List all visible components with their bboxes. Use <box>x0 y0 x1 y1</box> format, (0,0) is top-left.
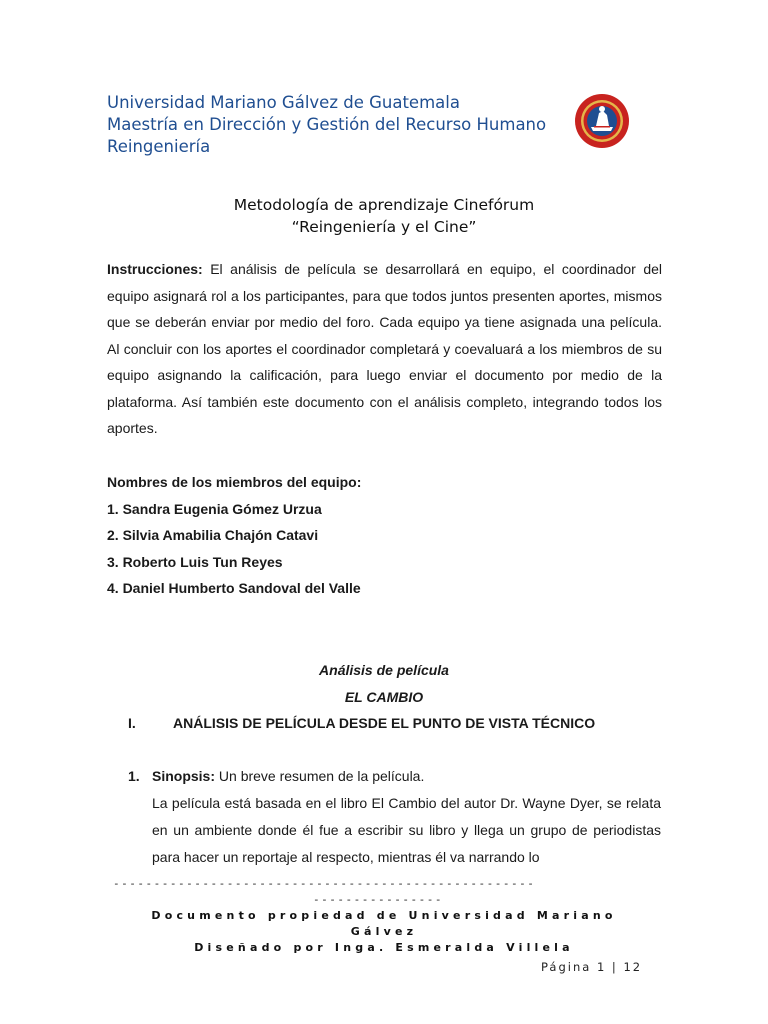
item-label: Sinopsis: <box>152 768 216 784</box>
footer-divider: ---------------------------------------------------- <box>113 877 536 890</box>
instructions-label: Instrucciones: <box>107 261 203 277</box>
program-name: Maestría en Dirección y Gestión del Recurso Humano <box>107 115 547 134</box>
member-item: 1. Sandra Eugenia Gómez Urzua <box>107 500 322 517</box>
instructions-text: El análisis de película se desarrollará en equipo, el coordinador del equipo asignará rol a los participantes, para que todos juntos presenten aportes, mismos que se deberán enviar por medio del foro. Cada equipo ya tiene asignada una película. Al concluir con los aportes el coordinador completará y coevaluará a los miembros de su equipo asignando la calificación, para luego enviar el documento por medio de la plataforma. Así también este documento con el análisis completo, integrando todos los aportes. <box>107 261 662 436</box>
item-desc: Un breve resumen de la película. <box>215 768 425 784</box>
footer-line-2: Gálvez <box>350 925 418 938</box>
university-name: Universidad Mariano Gálvez de Guatemala <box>107 93 460 112</box>
document-title <box>0 194 768 238</box>
members-heading: Nombres de los miembros del equipo: <box>107 474 362 490</box>
analysis-heading <box>0 657 768 710</box>
section-number: I. <box>128 715 136 731</box>
member-item: 3. Roberto Luis Tun Reyes <box>107 553 283 570</box>
title-line-1: Metodología de aprendizaje Cinefórum <box>233 196 535 214</box>
sinopsis-body: La película está basada en el libro El Cambio del autor Dr. Wayne Dyer, se relata en un ambiente donde él fue a escribir su libro y llega un grupo de periodistas para hacer un reportaje al respecto, mientras él va narrando lo <box>152 795 661 865</box>
course-name: Reingeniería <box>107 137 211 156</box>
document-header <box>107 92 546 158</box>
footer-line-3: Diseñado por Inga. Esmeralda Villela <box>194 941 574 954</box>
page-footer <box>0 908 768 956</box>
university-seal-icon <box>574 93 630 149</box>
instructions-paragraph <box>107 256 662 442</box>
sinopsis-item <box>128 763 661 871</box>
section-title: ANÁLISIS DE PELÍCULA DESDE EL PUNTO DE VISTA TÉCNICO <box>173 715 596 731</box>
page-number: Página 1 | 12 <box>541 960 643 974</box>
item-number: 1. <box>128 768 140 784</box>
item-heading <box>128 763 661 790</box>
title-line-2: “Reingeniería y el Cine” <box>291 218 477 236</box>
footer-line-1: Documento propiedad de Universidad Mariano <box>151 909 617 922</box>
section-heading <box>128 710 595 736</box>
footer-divider-continued: ---------------- <box>313 893 443 906</box>
film-title: EL CAMBIO <box>344 688 424 705</box>
member-item: 4. Daniel Humberto Sandoval del Valle <box>107 580 361 596</box>
team-members <box>107 469 361 602</box>
analysis-title: Análisis de película <box>319 662 449 678</box>
member-item: 2. Silvia Amabilia Chajón Catavi <box>107 527 319 543</box>
